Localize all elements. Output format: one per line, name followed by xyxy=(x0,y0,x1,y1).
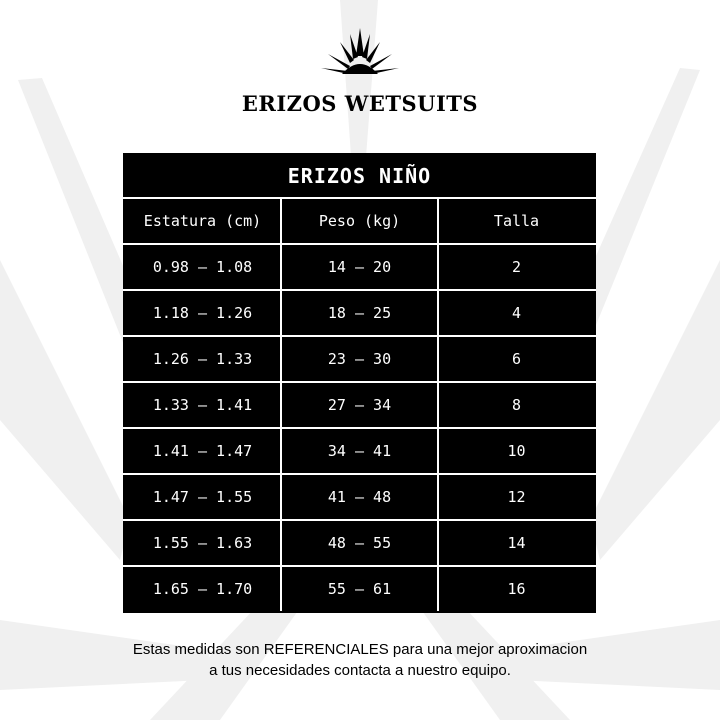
size-cell: 12 xyxy=(438,474,595,520)
disclaimer-note: Estas medidas son REFERENCIALES para una mejor aproximacion a tus necesidades contacta a nuestro equipo. xyxy=(132,641,588,679)
weight-cell: 48 – 55 xyxy=(281,520,438,566)
table-row xyxy=(124,566,595,612)
size-cell: 2 xyxy=(438,244,595,290)
height-cell: 1.33 – 1.41 xyxy=(124,382,281,428)
size-cell: 6 xyxy=(438,336,595,382)
weight-cell: 55 – 61 xyxy=(281,566,438,612)
weight-cell: 18 – 25 xyxy=(281,290,438,336)
table-row xyxy=(124,336,595,382)
height-cell: 1.65 – 1.70 xyxy=(124,566,281,612)
table-row xyxy=(124,520,595,566)
table-row xyxy=(124,382,595,428)
height-cell: 1.41 – 1.47 xyxy=(124,428,281,474)
height-cell: 1.18 – 1.26 xyxy=(124,290,281,336)
column-header-size: Talla xyxy=(438,198,595,244)
table-row xyxy=(124,290,595,336)
table-title: ERIZOS NIÑO xyxy=(124,154,595,198)
sea-urchin-icon xyxy=(320,26,400,76)
size-cell: 10 xyxy=(438,428,595,474)
brand-title: ERIZOS WETSUITS xyxy=(241,91,479,116)
weight-cell: 23 – 30 xyxy=(281,336,438,382)
height-cell: 1.55 – 1.63 xyxy=(124,520,281,566)
size-cell: 8 xyxy=(438,382,595,428)
height-cell: 1.26 – 1.33 xyxy=(124,336,281,382)
height-cell: 1.47 – 1.55 xyxy=(124,474,281,520)
table-row xyxy=(124,474,595,520)
column-header-height: Estatura (cm) xyxy=(124,198,281,244)
column-header-weight: Peso (kg) xyxy=(281,198,438,244)
weight-cell: 34 – 41 xyxy=(281,428,438,474)
weight-cell: 27 – 34 xyxy=(281,382,438,428)
size-cell: 16 xyxy=(438,566,595,612)
table-row xyxy=(124,244,595,290)
size-chart-table xyxy=(123,153,596,613)
weight-cell: 41 – 48 xyxy=(281,474,438,520)
table-row xyxy=(124,428,595,474)
height-cell: 0.98 – 1.08 xyxy=(124,244,281,290)
size-cell: 4 xyxy=(438,290,595,336)
size-cell: 14 xyxy=(438,520,595,566)
weight-cell: 14 – 20 xyxy=(281,244,438,290)
